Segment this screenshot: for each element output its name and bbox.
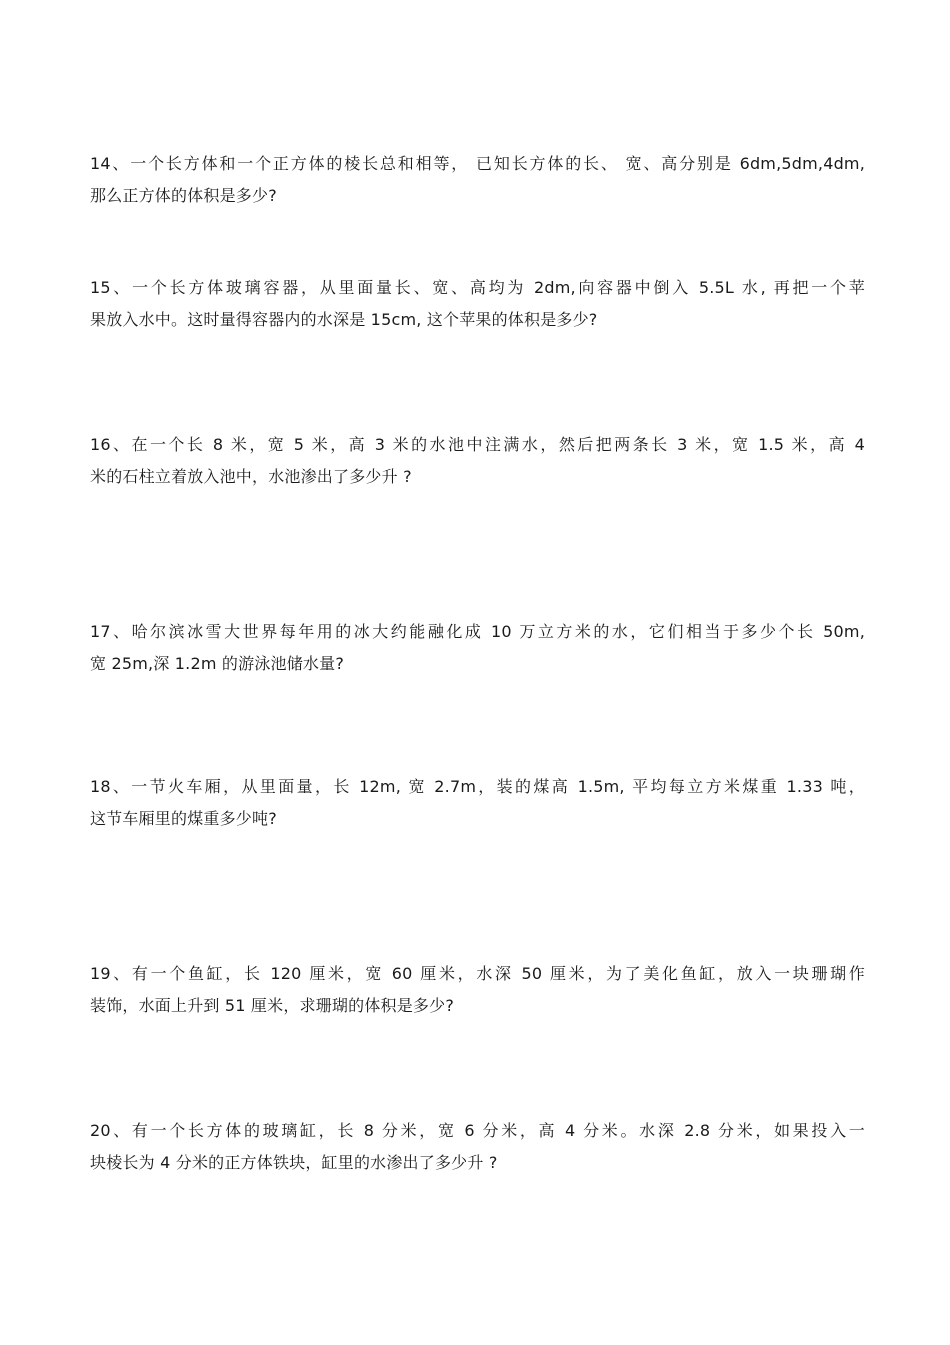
problem-14-line-1: 14、一个长方体和一个正方体的棱长总和相等， 已知长方体的长、 宽、高分别是 6dm,5dm,4dm, xyxy=(90,154,865,173)
problem-17 xyxy=(90,616,865,680)
problem-16-line-1: 16、在一个长 8 米，宽 5 米，高 3 米的水池中注满水，然后把两条长 3 米，宽 1.5 米，高 4 xyxy=(90,435,865,454)
problem-19-line-2: 装饰，水面上升到 51 厘米，求珊瑚的体积是多少? xyxy=(90,996,455,1015)
problem-18 xyxy=(90,771,865,835)
problem-16-line-2: 米的石柱立着放入池中，水池渗出了多少升 ? xyxy=(90,467,412,486)
problem-17-line-2: 宽 25m,深 1.2m 的游泳池储水量? xyxy=(90,654,345,673)
problem-19 xyxy=(90,958,865,1022)
problem-19-line-1: 19、有一个鱼缸，长 120 厘米，宽 60 厘米，水深 50 厘米，为了美化鱼缸，放入一块珊瑚作 xyxy=(90,964,865,983)
problem-15 xyxy=(90,272,865,336)
problem-15-line-1: 15、一个长方体玻璃容器，从里面量长、宽、高均为 2dm,向容器中倒入 5.5L 水, 再把一个苹 xyxy=(90,278,865,297)
problem-20-line-1: 20、有一个长方体的玻璃缸，长 8 分米，宽 6 分米，高 4 分米。水深 2.8 分米，如果投入一 xyxy=(90,1121,865,1140)
problem-20 xyxy=(90,1115,865,1179)
problem-18-line-1: 18、一节火车厢，从里面量，长 12m, 宽 2.7m，装的煤高 1.5m, 平均每立方米煤重 1.33 吨， xyxy=(90,777,865,796)
problem-15-line-2: 果放入水中。这时量得容器内的水深是 15cm, 这个苹果的体积是多少? xyxy=(90,310,598,329)
problem-20-line-2: 块棱长为 4 分米的正方体铁块，缸里的水渗出了多少升 ? xyxy=(90,1153,498,1172)
problem-16 xyxy=(90,429,865,493)
problem-18-line-2: 这节车厢里的煤重多少吨? xyxy=(90,809,277,828)
problem-14-line-2: 那么正方体的体积是多少? xyxy=(90,186,277,205)
problem-17-line-1: 17、哈尔滨冰雪大世界每年用的冰大约能融化成 10 万立方米的水，它们相当于多少个长 50m, xyxy=(90,622,865,641)
problem-14 xyxy=(90,148,865,212)
